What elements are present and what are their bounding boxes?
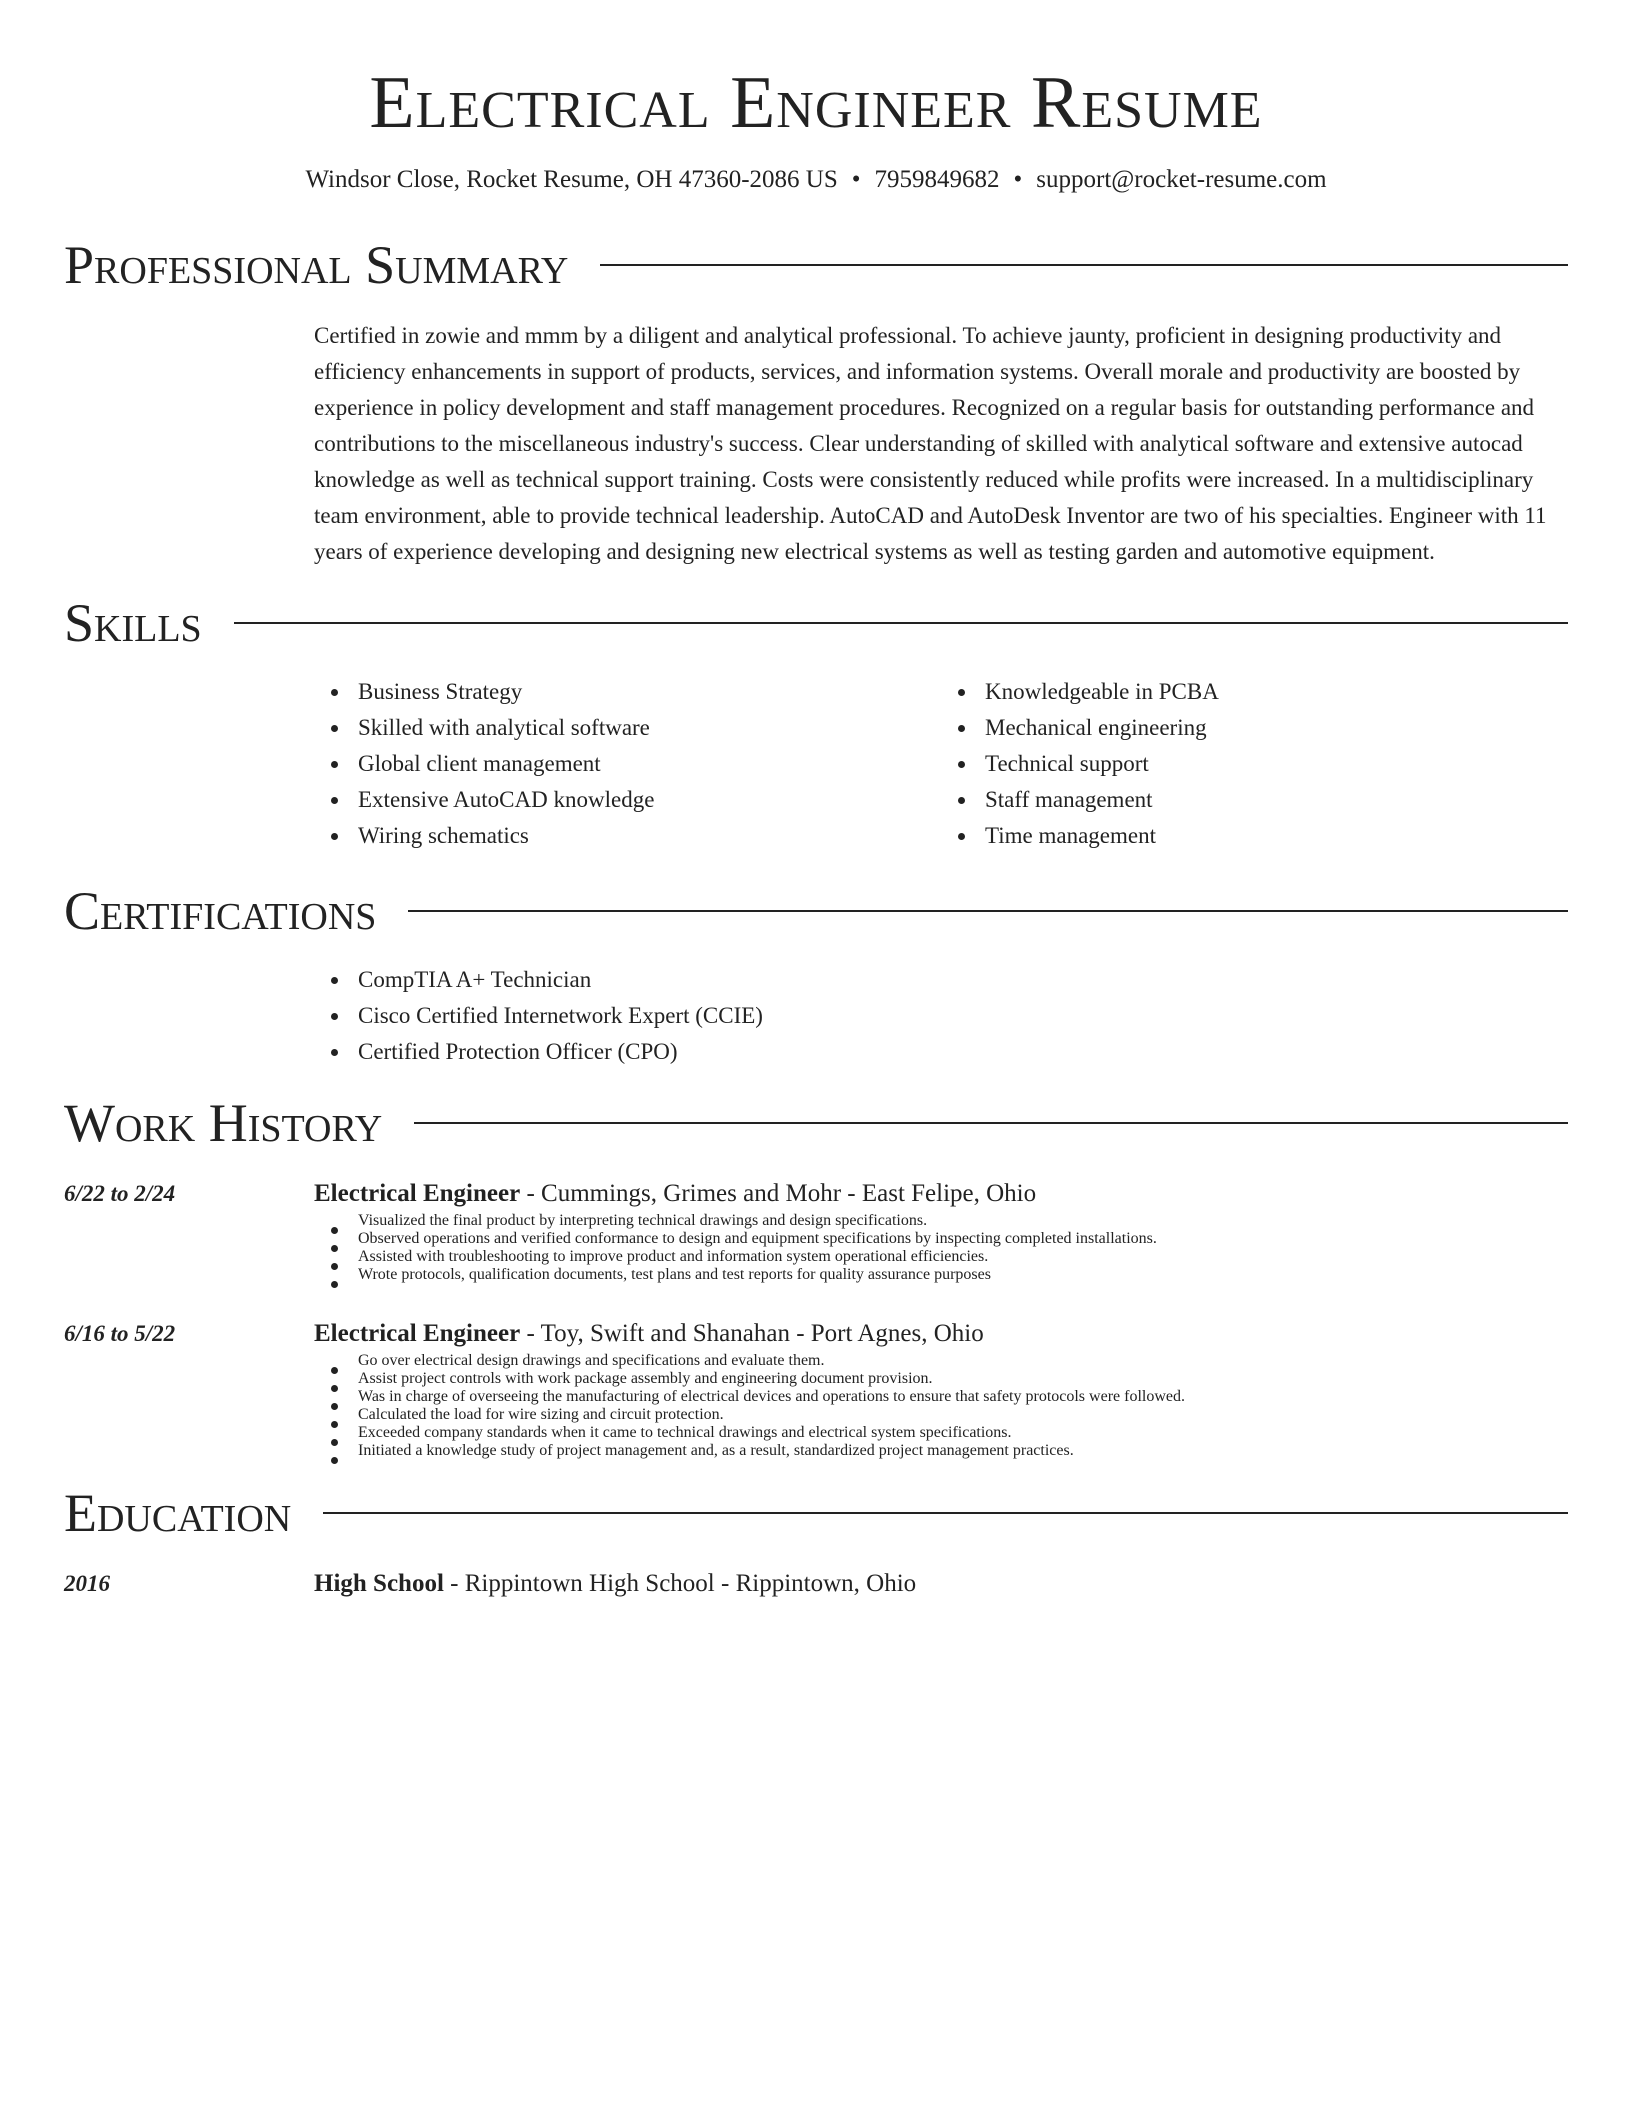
- certification-item: CompTIA A+ Technician: [358, 962, 1568, 998]
- job-bullets: [314, 1352, 1568, 1460]
- education-year: 2016: [64, 1571, 110, 1596]
- contact-phone: 7959849682: [874, 166, 1000, 193]
- job-bullet: Go over electrical design drawings and specifications and evaluate them.: [358, 1352, 1568, 1370]
- job-bullet: Assist project controls with work package assembly and engineering document provision.: [358, 1370, 1568, 1388]
- job-bullet: Visualized the final product by interpreting technical drawings and design specifications.: [358, 1212, 1568, 1230]
- skill-item: Knowledgeable in PCBA: [985, 674, 1568, 710]
- section-divider: [414, 1122, 1568, 1124]
- skill-item: Global client management: [358, 746, 941, 782]
- skills-list: [314, 674, 1568, 854]
- job-details: - Cummings, Grimes and Mohr - East Felipe, Ohio: [520, 1180, 1037, 1207]
- contact-separator: •: [851, 166, 861, 193]
- job-bullet: Was in charge of overseeing the manufacturing of electrical devices and operations to ensure that safety protocols were followed.: [358, 1388, 1568, 1406]
- job-heading: [314, 1316, 1568, 1352]
- job-entry: [64, 1316, 1568, 1460]
- section-divider: [323, 1512, 1568, 1514]
- contact-address: Windsor Close, Rocket Resume, OH 47360-2086 US: [305, 166, 838, 193]
- job-bullet: Initiated a knowledge study of project management and, as a result, standardized project management practices.: [358, 1442, 1568, 1460]
- certifications-section-header: [64, 880, 1568, 942]
- resume-page: [64, 0, 1568, 1602]
- job-role: Electrical Engineer: [314, 1320, 521, 1347]
- skill-item: Business Strategy: [358, 674, 941, 710]
- skill-item: Wiring schematics: [358, 818, 941, 854]
- education-section-header: [64, 1482, 1568, 1544]
- section-divider: [234, 622, 1568, 624]
- job-dates: 6/16 to 5/22: [64, 1321, 176, 1346]
- education-heading: [314, 1566, 1568, 1602]
- certifications-section-title: Certifications: [64, 881, 377, 941]
- education-entry: [64, 1566, 1568, 1602]
- certifications-list: [314, 962, 1568, 1070]
- job-bullets: [314, 1212, 1568, 1284]
- education-section-title: Education: [64, 1483, 292, 1543]
- job-heading: [314, 1176, 1568, 1212]
- education-degree: High School: [314, 1570, 444, 1597]
- job-bullet: Wrote protocols, qualification documents, test plans and test reports for quality assurance purposes: [358, 1266, 1568, 1284]
- skill-item: Mechanical engineering: [985, 710, 1568, 746]
- job-bullet: Exceeded company standards when it came to technical drawings and electrical system specifications.: [358, 1424, 1568, 1442]
- work-section-title: Work History: [64, 1093, 383, 1153]
- skill-item: Time management: [985, 818, 1568, 854]
- skills-section-title: Skills: [64, 593, 202, 653]
- contact-line: [64, 164, 1568, 196]
- summary-section-title: Professional Summary: [64, 235, 569, 295]
- job-entry: [64, 1176, 1568, 1284]
- skills-section-header: [64, 592, 1568, 654]
- section-divider: [600, 264, 1568, 266]
- contact-separator: •: [1013, 166, 1023, 193]
- job-bullet: Calculated the load for wire sizing and circuit protection.: [358, 1406, 1568, 1424]
- skill-item: Staff management: [985, 782, 1568, 818]
- work-section-header: [64, 1092, 1568, 1154]
- certification-item: Cisco Certified Internetwork Expert (CCIE): [358, 998, 1568, 1034]
- skill-item: Technical support: [985, 746, 1568, 782]
- contact-email: support@rocket-resume.com: [1036, 166, 1327, 193]
- education-details: - Rippintown High School - Rippintown, Ohio: [443, 1570, 917, 1597]
- skill-item: Extensive AutoCAD knowledge: [358, 782, 941, 818]
- summary-section-header: [64, 234, 1568, 296]
- skills-column-left: [314, 674, 941, 854]
- job-details: - Toy, Swift and Shanahan - Port Agnes, Ohio: [520, 1320, 984, 1347]
- certification-item: Certified Protection Officer (CPO): [358, 1034, 1568, 1070]
- skills-column-right: [941, 674, 1568, 854]
- resume-title: Electrical Engineer Resume: [369, 62, 1263, 144]
- summary-text: Certified in zowie and mmm by a diligent and analytical professional. To achieve jaunty, proficient in designing productivity and efficiency enhancements in support of products, services, and information systems. Overall morale and productivity are boosted by experience in policy development and staff management procedures. Recognized on a regular basis for outstanding performance and contributions to the miscellaneous industry's success. Clear understanding of skilled with analytical software and extensive autocad knowledge as well as technical support training. Costs were consistently reduced while profits were increased. In a multidisciplinary team environment, able to provide technical leadership. AutoCAD and AutoDesk Inventor are two of his specialties. Engineer with 11 years of experience developing and designing new electrical systems as well as testing garden and automotive equipment.: [314, 323, 1547, 564]
- job-bullet: Assisted with troubleshooting to improve product and information system operational efficiencies.: [358, 1248, 1568, 1266]
- job-dates: 6/22 to 2/24: [64, 1181, 176, 1206]
- section-divider: [408, 910, 1568, 912]
- job-role: Electrical Engineer: [314, 1180, 521, 1207]
- skill-item: Skilled with analytical software: [358, 710, 941, 746]
- job-bullet: Observed operations and verified conformance to design and equipment specifications by inspecting completed installations.: [358, 1230, 1568, 1248]
